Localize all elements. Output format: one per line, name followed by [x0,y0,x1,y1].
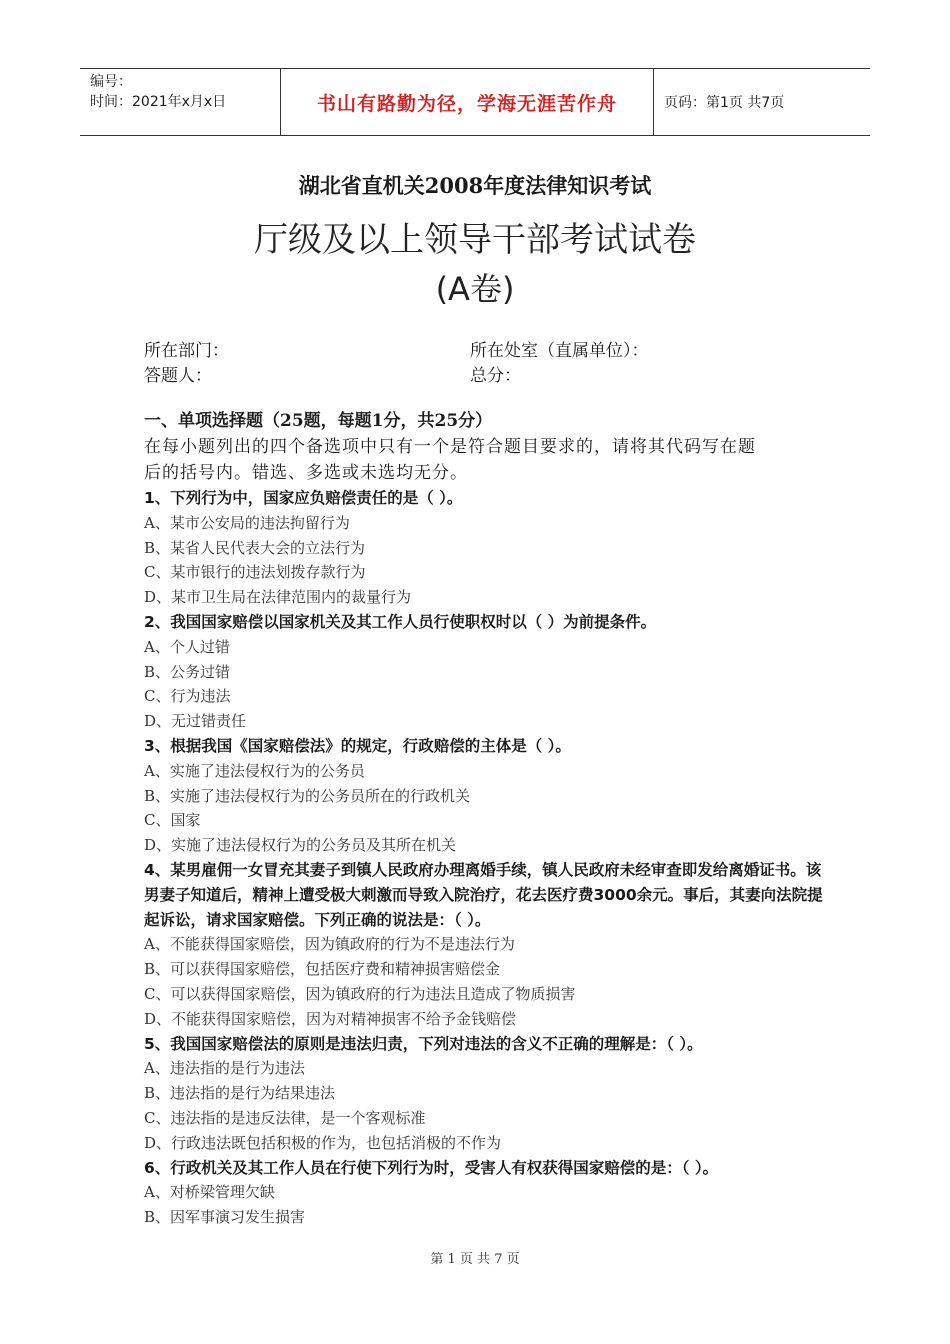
answer-option: C、某市银行的违法划拨存款行为 [144,563,366,582]
section-intro-line: 在每小题列出的四个备选项中只有一个是符合题目要求的，请将其代码写在题 [144,437,756,457]
answer-option: B、实施了违法侵权行为的公务员所在的行政机关 [144,786,471,805]
page-info: 页码：第1页 共7页 [664,95,785,111]
answer-option: B、违法指的是行为结果违法 [144,1084,336,1103]
number-label: 编号： [90,74,132,90]
exam-subtitle: 厅级及以上领导干部考试试卷 [254,220,696,260]
answerer-label: 答题人： [144,366,212,386]
answer-option: A、对桥梁管理欠缺 [144,1183,275,1202]
page-footer: 第 1 页 共 7 页 [430,1252,520,1267]
answer-option: A、违法指的是行为违法 [144,1059,305,1078]
answer-option: D、某市卫生局在法律范围内的裁量行为 [144,588,412,607]
answer-option: A、某市公安局的违法拘留行为 [144,513,350,532]
time-label: 时间：2021年x月x日 [90,94,227,110]
header-left-cell [80,69,280,135]
question-text: 4、某男雇佣一女冒充其妻子到镇人民政府办理离婚手续，镇人民政府未经审查即发给离婚证书。该男妻子知道后，精神上遭受极大刺激而导致入院治疗，花去医疗费3000余元。事后，其妻向法院提起诉讼，请求国家赔偿。下列正确的说法是：（ ）。 [144,860,823,929]
answer-option: B、因军事演习发生损害 [144,1208,306,1227]
answer-option: C、国家 [144,811,201,830]
question-section [144,408,824,1230]
question-text: 6、行政机关及其工作人员在行使下列行为时，受害人有权获得国家赔偿的是：（ ）。 [144,1158,719,1177]
paper-version: (A卷) [435,270,515,308]
office-label: 所在处室（直属单位）： [470,341,649,361]
answer-option: A、实施了违法侵权行为的公务员 [144,761,365,780]
exam-title: 湖北省直机关2008年度法律知识考试 [298,173,652,198]
question-text: 5、我国国家赔偿法的原则是违法归责，下列对违法的含义不正确的理解是：（ ）。 [144,1034,703,1053]
question-list [144,486,824,1230]
question-text: 3、根据我国《国家赔偿法》的规定，行政赔偿的主体是（ ）。 [144,736,571,755]
answer-option: D、实施了违法侵权行为的公务员及其所在机关 [144,836,457,855]
answer-option: B、可以获得国家赔偿，包括医疗费和精神损害赔偿金 [144,960,501,979]
section-title: 一、单项选择题（25题，每题1分，共25分） [144,411,493,431]
answer-option: C、违法指的是违反法律，是一个客观标准 [144,1108,426,1127]
answer-option: B、公务过错 [144,662,231,681]
answer-option: A、不能获得国家赔偿，因为镇政府的行为不是违法行为 [144,935,515,954]
answer-option: A、个人过错 [144,637,230,656]
answer-option: D、无过错责任 [144,712,247,731]
total-score-label: 总分： [470,366,521,386]
department-label: 所在部门： [144,341,229,361]
document-header [80,68,870,136]
question-text: 2、我国国家赔偿以国家机关及其工作人员行使职权时以（ ）为前提条件。 [144,612,657,631]
answer-option: B、某省人民代表大会的立法行为 [144,538,366,557]
answer-option: D、行政违法既包括积极的作为，也包括消极的不作为 [144,1133,502,1152]
answer-option: C、行为违法 [144,687,231,706]
motto: 书山有路勤为径，学海无涯苦作舟 [280,69,654,135]
answer-option: C、可以获得国家赔偿，因为镇政府的行为违法且造成了物质损害 [144,984,576,1003]
section-intro-line: 后的括号内。错选、多选或未选均无分。 [144,463,468,483]
question-text: 1、下列行为中，国家应负赔偿责任的是（ ）。 [144,489,463,507]
answer-option: D、不能获得国家赔偿，因为对精神损害不给予金钱赔偿 [144,1009,517,1028]
